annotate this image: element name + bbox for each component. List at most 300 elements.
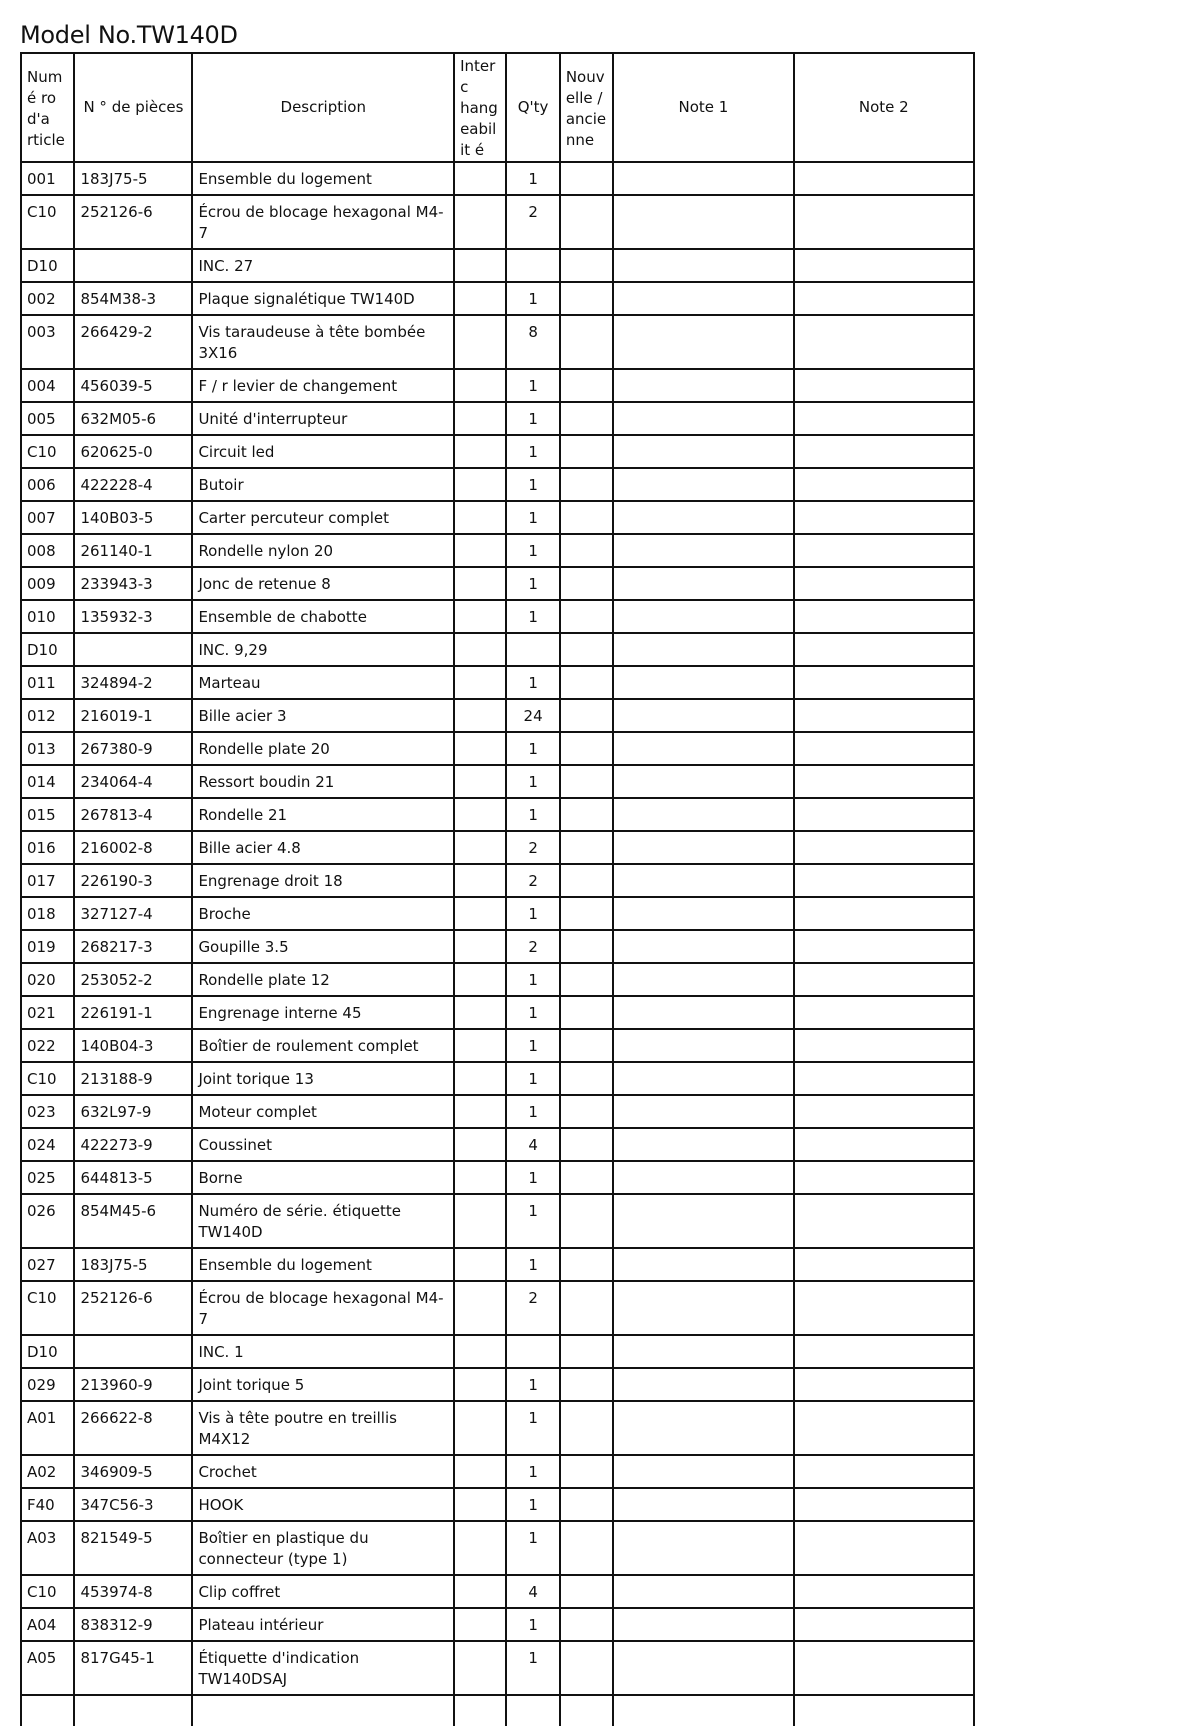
table-row: [21, 1608, 974, 1641]
interchangeability-cell: [454, 1641, 506, 1695]
new-old-cell: [560, 1608, 613, 1641]
note2-cell: [794, 402, 974, 435]
note1-cell: [613, 1608, 793, 1641]
new-old-cell: [560, 1521, 613, 1575]
item-number-cell: A03: [21, 1521, 74, 1575]
interchangeability-cell: [454, 249, 506, 282]
new-old-cell: [560, 435, 613, 468]
note2-cell: [794, 897, 974, 930]
part-number-cell: 234064-4: [74, 765, 192, 798]
note2-cell: [794, 1641, 974, 1695]
quantity-cell: 1: [506, 963, 559, 996]
interchangeability-cell: [454, 897, 506, 930]
interchangeability-cell: [454, 501, 506, 534]
description-cell: Goupille 3.5: [192, 930, 454, 963]
new-old-cell: [560, 1335, 613, 1368]
item-number-cell: A02: [21, 1455, 74, 1488]
quantity-cell: 8: [506, 315, 559, 369]
table-row: [21, 699, 974, 732]
description-cell: Plateau intérieur: [192, 1608, 454, 1641]
interchangeability-cell: [454, 666, 506, 699]
interchangeability-cell: [454, 1095, 506, 1128]
description-cell: F / r levier de changement: [192, 369, 454, 402]
item-number-cell: 021: [21, 996, 74, 1029]
note2-cell: [794, 1608, 974, 1641]
item-number-cell: 011: [21, 666, 74, 699]
note1-cell: [613, 996, 793, 1029]
note2-cell: [794, 1248, 974, 1281]
interchangeability-cell: [454, 162, 506, 195]
description-cell: Ensemble du logement: [192, 1248, 454, 1281]
new-old-cell: [560, 1401, 613, 1455]
part-number-cell: 268217-3: [74, 930, 192, 963]
description-cell: Joint torique 13: [192, 1062, 454, 1095]
empty-cell: [74, 1695, 192, 1726]
empty-cell: [560, 1695, 613, 1726]
part-number-cell: 327127-4: [74, 897, 192, 930]
interchangeability-cell: [454, 600, 506, 633]
quantity-cell: 2: [506, 831, 559, 864]
part-number-cell: 252126-6: [74, 195, 192, 249]
empty-cell: [454, 1695, 506, 1726]
note2-cell: [794, 732, 974, 765]
part-number-cell: 226190-3: [74, 864, 192, 897]
new-old-cell: [560, 1368, 613, 1401]
table-row: [21, 195, 974, 249]
part-number-cell: 226191-1: [74, 996, 192, 1029]
note2-cell: [794, 1455, 974, 1488]
part-number-cell: 347C56-3: [74, 1488, 192, 1521]
description-cell: Crochet: [192, 1455, 454, 1488]
note2-cell: [794, 534, 974, 567]
description-cell: Ensemble du logement: [192, 162, 454, 195]
table-row: [21, 996, 974, 1029]
new-old-cell: [560, 864, 613, 897]
description-cell: Rondelle plate 12: [192, 963, 454, 996]
quantity-cell: [506, 249, 559, 282]
note2-cell: [794, 864, 974, 897]
description-cell: Plaque signalétique TW140D: [192, 282, 454, 315]
part-number-cell: 644813-5: [74, 1161, 192, 1194]
note1-cell: [613, 600, 793, 633]
note1-cell: [613, 798, 793, 831]
description-cell: Moteur complet: [192, 1095, 454, 1128]
table-row: [21, 567, 974, 600]
item-number-cell: 024: [21, 1128, 74, 1161]
note2-cell: [794, 1194, 974, 1248]
interchangeability-cell: [454, 1335, 506, 1368]
quantity-cell: 1: [506, 534, 559, 567]
table-row: [21, 1335, 974, 1368]
interchangeability-cell: [454, 732, 506, 765]
table-row: [21, 1161, 974, 1194]
item-number-cell: 022: [21, 1029, 74, 1062]
interchangeability-cell: [454, 1194, 506, 1248]
note2-cell: [794, 501, 974, 534]
item-number-cell: C10: [21, 435, 74, 468]
part-number-cell: 267813-4: [74, 798, 192, 831]
item-number-cell: 009: [21, 567, 74, 600]
item-number-cell: C10: [21, 1575, 74, 1608]
new-old-cell: [560, 1455, 613, 1488]
quantity-cell: 2: [506, 864, 559, 897]
item-number-cell: A04: [21, 1608, 74, 1641]
interchangeability-cell: [454, 1248, 506, 1281]
table-row: [21, 282, 974, 315]
interchangeability-cell: [454, 798, 506, 831]
new-old-cell: [560, 633, 613, 666]
item-number-cell: 019: [21, 930, 74, 963]
new-old-cell: [560, 930, 613, 963]
description-cell: Clip coffret: [192, 1575, 454, 1608]
table-row: [21, 534, 974, 567]
part-number-cell: 821549-5: [74, 1521, 192, 1575]
description-cell: Engrenage droit 18: [192, 864, 454, 897]
interchangeability-cell: [454, 831, 506, 864]
item-number-cell: 003: [21, 315, 74, 369]
new-old-cell: [560, 1641, 613, 1695]
quantity-cell: 1: [506, 996, 559, 1029]
quantity-cell: 1: [506, 1368, 559, 1401]
table-row: [21, 162, 974, 195]
item-number-cell: C10: [21, 195, 74, 249]
table-row: [21, 369, 974, 402]
note1-cell: [613, 1161, 793, 1194]
note2-cell: [794, 249, 974, 282]
quantity-cell: 24: [506, 699, 559, 732]
item-number-cell: 001: [21, 162, 74, 195]
item-number-cell: 029: [21, 1368, 74, 1401]
description-cell: Borne: [192, 1161, 454, 1194]
item-number-cell: 013: [21, 732, 74, 765]
note1-cell: [613, 282, 793, 315]
interchangeability-cell: [454, 864, 506, 897]
description-cell: Ressort boudin 21: [192, 765, 454, 798]
quantity-cell: 1: [506, 468, 559, 501]
item-number-cell: C10: [21, 1062, 74, 1095]
note1-cell: [613, 1641, 793, 1695]
quantity-cell: 1: [506, 1608, 559, 1641]
part-number-cell: 233943-3: [74, 567, 192, 600]
note2-cell: [794, 1095, 974, 1128]
quantity-cell: 1: [506, 501, 559, 534]
quantity-cell: 1: [506, 1488, 559, 1521]
description-cell: Vis à tête poutre en treillis M4X12: [192, 1401, 454, 1455]
new-old-cell: [560, 963, 613, 996]
part-number-cell: 267380-9: [74, 732, 192, 765]
interchangeability-cell: [454, 1488, 506, 1521]
part-number-cell: 456039-5: [74, 369, 192, 402]
note1-cell: [613, 1455, 793, 1488]
interchangeability-cell: [454, 567, 506, 600]
interchangeability-cell: [454, 1521, 506, 1575]
description-cell: Rondelle plate 20: [192, 732, 454, 765]
quantity-cell: 1: [506, 282, 559, 315]
empty-cell: [506, 1695, 559, 1726]
note1-cell: [613, 1575, 793, 1608]
quantity-cell: 1: [506, 162, 559, 195]
new-old-cell: [560, 1575, 613, 1608]
new-old-cell: [560, 666, 613, 699]
interchangeability-cell: [454, 765, 506, 798]
quantity-cell: 1: [506, 1248, 559, 1281]
new-old-cell: [560, 765, 613, 798]
table-row: [21, 1062, 974, 1095]
note1-cell: [613, 864, 793, 897]
note1-cell: [613, 831, 793, 864]
interchangeability-cell: [454, 1029, 506, 1062]
item-number-cell: 012: [21, 699, 74, 732]
part-number-cell: 838312-9: [74, 1608, 192, 1641]
new-old-cell: [560, 195, 613, 249]
description-cell: Engrenage interne 45: [192, 996, 454, 1029]
new-old-cell: [560, 1488, 613, 1521]
description-cell: Broche: [192, 897, 454, 930]
description-cell: Butoir: [192, 468, 454, 501]
part-number-cell: 266622-8: [74, 1401, 192, 1455]
note1-cell: [613, 567, 793, 600]
interchangeability-cell: [454, 1401, 506, 1455]
note2-cell: [794, 765, 974, 798]
table-row: [21, 1455, 974, 1488]
quantity-cell: 1: [506, 1521, 559, 1575]
description-cell: Unité d'interrupteur: [192, 402, 454, 435]
description-cell: Étiquette d'indication TW140DSAJ: [192, 1641, 454, 1695]
new-old-cell: [560, 897, 613, 930]
header-note2: Note 2: [794, 53, 974, 162]
part-number-cell: 183J75-5: [74, 162, 192, 195]
table-row: [21, 1401, 974, 1455]
item-number-cell: 002: [21, 282, 74, 315]
description-cell: Bille acier 4.8: [192, 831, 454, 864]
note2-cell: [794, 1161, 974, 1194]
note2-cell: [794, 468, 974, 501]
item-number-cell: 017: [21, 864, 74, 897]
note1-cell: [613, 897, 793, 930]
quantity-cell: 4: [506, 1575, 559, 1608]
part-number-cell: 620625-0: [74, 435, 192, 468]
part-number-cell: [74, 249, 192, 282]
note2-cell: [794, 1488, 974, 1521]
new-old-cell: [560, 600, 613, 633]
item-number-cell: 016: [21, 831, 74, 864]
part-number-cell: 324894-2: [74, 666, 192, 699]
description-cell: Carter percuteur complet: [192, 501, 454, 534]
note1-cell: [613, 195, 793, 249]
header-note1: Note 1: [613, 53, 793, 162]
note1-cell: [613, 1128, 793, 1161]
interchangeability-cell: [454, 435, 506, 468]
part-number-cell: 252126-6: [74, 1281, 192, 1335]
item-number-cell: D10: [21, 633, 74, 666]
description-cell: HOOK: [192, 1488, 454, 1521]
table-row: [21, 1641, 974, 1695]
note2-cell: [794, 1401, 974, 1455]
quantity-cell: 1: [506, 1095, 559, 1128]
description-cell: Numéro de série. étiquette TW140D: [192, 1194, 454, 1248]
note2-cell: [794, 1029, 974, 1062]
quantity-cell: 1: [506, 1641, 559, 1695]
part-number-cell: 183J75-5: [74, 1248, 192, 1281]
item-number-cell: 027: [21, 1248, 74, 1281]
empty-cell: [613, 1695, 793, 1726]
note1-cell: [613, 699, 793, 732]
part-number-cell: [74, 633, 192, 666]
note1-cell: [613, 1368, 793, 1401]
note1-cell: [613, 666, 793, 699]
part-number-cell: 817G45-1: [74, 1641, 192, 1695]
new-old-cell: [560, 1128, 613, 1161]
item-number-cell: 014: [21, 765, 74, 798]
interchangeability-cell: [454, 633, 506, 666]
header-qty: Q'ty: [506, 53, 559, 162]
item-number-cell: 005: [21, 402, 74, 435]
new-old-cell: [560, 1194, 613, 1248]
header-description: Description: [192, 53, 454, 162]
empty-cell: [21, 1695, 74, 1726]
note1-cell: [613, 1029, 793, 1062]
note2-cell: [794, 315, 974, 369]
interchangeability-cell: [454, 699, 506, 732]
table-row: [21, 1194, 974, 1248]
note1-cell: [613, 930, 793, 963]
item-number-cell: 004: [21, 369, 74, 402]
note2-cell: [794, 798, 974, 831]
empty-cell: [794, 1695, 974, 1726]
description-cell: Joint torique 5: [192, 1368, 454, 1401]
description-cell: Coussinet: [192, 1128, 454, 1161]
quantity-cell: [506, 1335, 559, 1368]
table-row: [21, 1095, 974, 1128]
new-old-cell: [560, 567, 613, 600]
item-number-cell: 026: [21, 1194, 74, 1248]
new-old-cell: [560, 249, 613, 282]
interchangeability-cell: [454, 996, 506, 1029]
description-cell: Écrou de blocage hexagonal M4-7: [192, 1281, 454, 1335]
quantity-cell: 1: [506, 567, 559, 600]
note2-cell: [794, 567, 974, 600]
note2-cell: [794, 195, 974, 249]
table-row: [21, 963, 974, 996]
part-number-cell: 632M05-6: [74, 402, 192, 435]
note2-cell: [794, 1128, 974, 1161]
part-number-cell: 253052-2: [74, 963, 192, 996]
note2-cell: [794, 435, 974, 468]
note1-cell: [613, 1248, 793, 1281]
new-old-cell: [560, 402, 613, 435]
table-row: [21, 897, 974, 930]
note1-cell: [613, 162, 793, 195]
quantity-cell: 1: [506, 600, 559, 633]
item-number-cell: F40: [21, 1488, 74, 1521]
table-row: [21, 1128, 974, 1161]
note2-cell: [794, 1521, 974, 1575]
item-number-cell: 025: [21, 1161, 74, 1194]
note1-cell: [613, 435, 793, 468]
quantity-cell: 1: [506, 1029, 559, 1062]
note1-cell: [613, 249, 793, 282]
new-old-cell: [560, 798, 613, 831]
new-old-cell: [560, 534, 613, 567]
item-number-cell: 018: [21, 897, 74, 930]
note2-cell: [794, 831, 974, 864]
table-row: [21, 1488, 974, 1521]
part-number-cell: 213188-9: [74, 1062, 192, 1095]
header-new-old: Nouv elle / ancie nne: [560, 53, 613, 162]
quantity-cell: 1: [506, 1194, 559, 1248]
quantity-cell: 1: [506, 402, 559, 435]
description-cell: INC. 1: [192, 1335, 454, 1368]
quantity-cell: 1: [506, 1062, 559, 1095]
new-old-cell: [560, 315, 613, 369]
item-number-cell: 020: [21, 963, 74, 996]
note1-cell: [613, 765, 793, 798]
header-part-no: N ° de pièces: [74, 53, 192, 162]
item-number-cell: A05: [21, 1641, 74, 1695]
new-old-cell: [560, 369, 613, 402]
part-number-cell: 422228-4: [74, 468, 192, 501]
description-cell: Jonc de retenue 8: [192, 567, 454, 600]
note1-cell: [613, 501, 793, 534]
note2-cell: [794, 1575, 974, 1608]
quantity-cell: 1: [506, 369, 559, 402]
table-row: [21, 600, 974, 633]
note2-cell: [794, 1368, 974, 1401]
note2-cell: [794, 369, 974, 402]
item-number-cell: 015: [21, 798, 74, 831]
note1-cell: [613, 1095, 793, 1128]
note1-cell: [613, 1194, 793, 1248]
description-cell: Rondelle 21: [192, 798, 454, 831]
table-row: [21, 1521, 974, 1575]
table-row: [21, 1029, 974, 1062]
table-row: [21, 402, 974, 435]
note1-cell: [613, 534, 793, 567]
parts-table: [20, 52, 975, 1726]
header-interchangeability: Interc hang eabilit é: [454, 53, 506, 162]
table-row: [21, 633, 974, 666]
item-number-cell: C10: [21, 1281, 74, 1335]
note1-cell: [613, 1062, 793, 1095]
quantity-cell: 1: [506, 1455, 559, 1488]
new-old-cell: [560, 1062, 613, 1095]
new-old-cell: [560, 732, 613, 765]
item-number-cell: 023: [21, 1095, 74, 1128]
table-row: [21, 315, 974, 369]
part-number-cell: 453974-8: [74, 1575, 192, 1608]
item-number-cell: 007: [21, 501, 74, 534]
interchangeability-cell: [454, 1062, 506, 1095]
new-old-cell: [560, 1095, 613, 1128]
interchangeability-cell: [454, 1161, 506, 1194]
note1-cell: [613, 369, 793, 402]
part-number-cell: 216002-8: [74, 831, 192, 864]
new-old-cell: [560, 1248, 613, 1281]
description-cell: Boîtier en plastique du connecteur (type 1): [192, 1521, 454, 1575]
table-row-continued: [21, 1695, 974, 1726]
interchangeability-cell: [454, 1128, 506, 1161]
part-number-cell: 140B03-5: [74, 501, 192, 534]
table-row: [21, 1248, 974, 1281]
note2-cell: [794, 162, 974, 195]
part-number-cell: 346909-5: [74, 1455, 192, 1488]
part-number-cell: 135932-3: [74, 600, 192, 633]
table-row: [21, 798, 974, 831]
description-cell: Bille acier 3: [192, 699, 454, 732]
note1-cell: [613, 1401, 793, 1455]
part-number-cell: [74, 1335, 192, 1368]
quantity-cell: 1: [506, 666, 559, 699]
